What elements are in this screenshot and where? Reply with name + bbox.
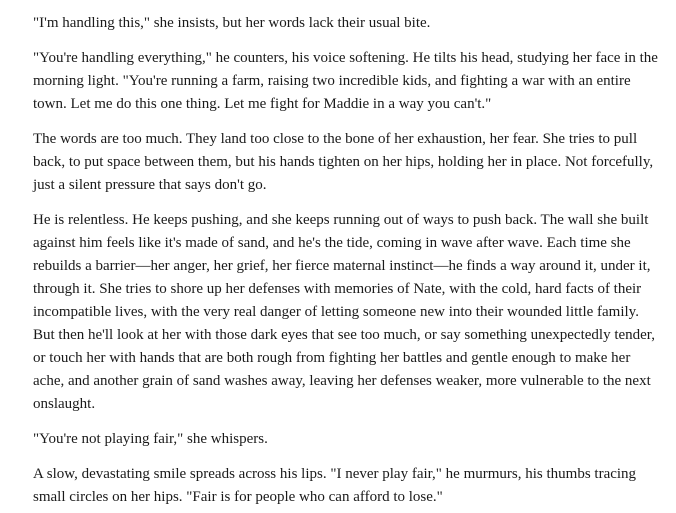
paragraph: A slow, devastating smile spreads across his lips. "I never play fair," he murmurs, his thumbs tracing small circles on her hips. "Fair is for people who can afford to lose." bbox=[33, 466, 637, 505]
paragraph: "You're not playing fair," she whispers. bbox=[33, 431, 268, 447]
paragraph: "I'm handling this," she insists, but her words lack their usual bite. bbox=[33, 15, 431, 31]
paragraph: He is relentless. He keeps pushing, and she keeps running out of ways to push back. The wall she built against him feels like it's made of sand, and he's the tide, coming in wave after wave. Each time she rebuilds a barrier—her anger, her grief, her fierce maternal instinct—he finds a way around it, under it, through it. She tries to shore up her defenses with memories of Nate, with the cold, hard facts of their incompatible lives, with the very real danger of letting someone new into their wounded little family. But then he'll look at her with those dark eyes that see too much, or say something unexpectedly tender, or touch her with hands that are both rough from fighting her battles and gentle enough to make her ache, and another grain of sand washes away, leaving her defenses weaker, more vulnerable to the next onslaught. bbox=[33, 212, 655, 412]
paragraph: The words are too much. They land too close to the bone of her exhaustion, her fear. She tries to pull back, to put space between them, but his hands tighten on her hips, holding her in place. Not forcefully, just a silent pressure that says don't go. bbox=[33, 131, 654, 193]
paragraph: "You're handling everything," he counters, his voice softening. He tilts his head, studying her face in the morning light. "You're running a farm, raising two incredible kids, and fighting a war with an entire town. Let me do this one thing. Let me fight for Maddie in a way you can't." bbox=[33, 50, 658, 112]
